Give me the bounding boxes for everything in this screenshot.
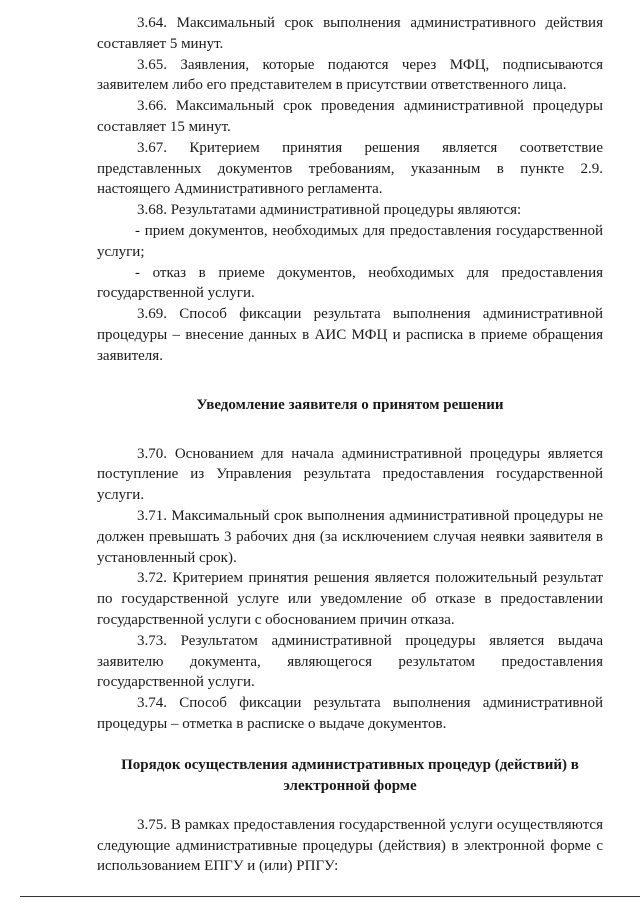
paragraph-3-67: 3.67. Критерием принятия решения является соответствие представленных документов требованиям, указанным в пункте 2.9. настоящего Административного регламента. [97,139,603,198]
paragraph-3-75: 3.75. В рамках предоставления государственной услуги осуществляются следующие административные процедуры (действия) в электронной форме с использованием ЕПГУ и (или) РПГУ: [97,816,603,875]
paragraph-3-72: 3.72. Критерием принятия решения является положительный результат по государственной услуге или уведомление об отказе в предоставлении государственной услуги с обоснованием причин отказа. [97,570,603,628]
paragraph-3-70: 3.70. Основанием для начала административной процедуры является поступление из Управления результата предоставления государственной услуги. [97,445,603,504]
list-item-acceptance: - прием документов, необходимых для предоставления государственной услуги; [97,222,603,260]
paragraph-3-71: 3.71. Максимальный срок выполнения административной процедуры не должен превышать 3 рабочих дня (за исключением случая неявки заявителя в установленный срок). [97,507,603,566]
section-heading-notification: Уведомление заявителя о принятом решении [196,396,504,413]
paragraph-3-68: 3.68. Результатами административной процедуры являются: [137,202,522,219]
list-item-refusal: - отказ в приеме документов, необходимых для предоставления государственной услуги. [97,264,603,302]
paragraph-3-65: 3.65. Заявления, которые подаются через МФЦ, подписываются заявителем либо его представителем в присутствии ответственного лица. [97,56,603,94]
document-body [97,13,603,877]
paragraph-3-74: 3.74. Способ фиксации результата выполнения административной процедуры – отметка в расписке о выдаче документов. [97,695,603,732]
paragraph-3-69: 3.69. Способ фиксации результата выполнения административной процедуры – внесение данных в АИС МФЦ и расписка в приеме обращения заявителя. [97,306,603,364]
section-heading-electronic-procedures: Порядок осуществления административных процедур (действий) в электронной форме [121,756,579,794]
page-bottom-rule [20,896,640,897]
paragraph-3-64: 3.64. Максимальный срок выполнения административного действия составляет 5 минут. [97,15,603,52]
paragraph-3-66: 3.66. Максимальный срок проведения административной процедуры составляет 15 минут. [97,98,603,135]
paragraph-3-73: 3.73. Результатом административной процедуры является выдача заявителю документа, являющегося результатом предоставления государственной услуги. [97,632,603,691]
